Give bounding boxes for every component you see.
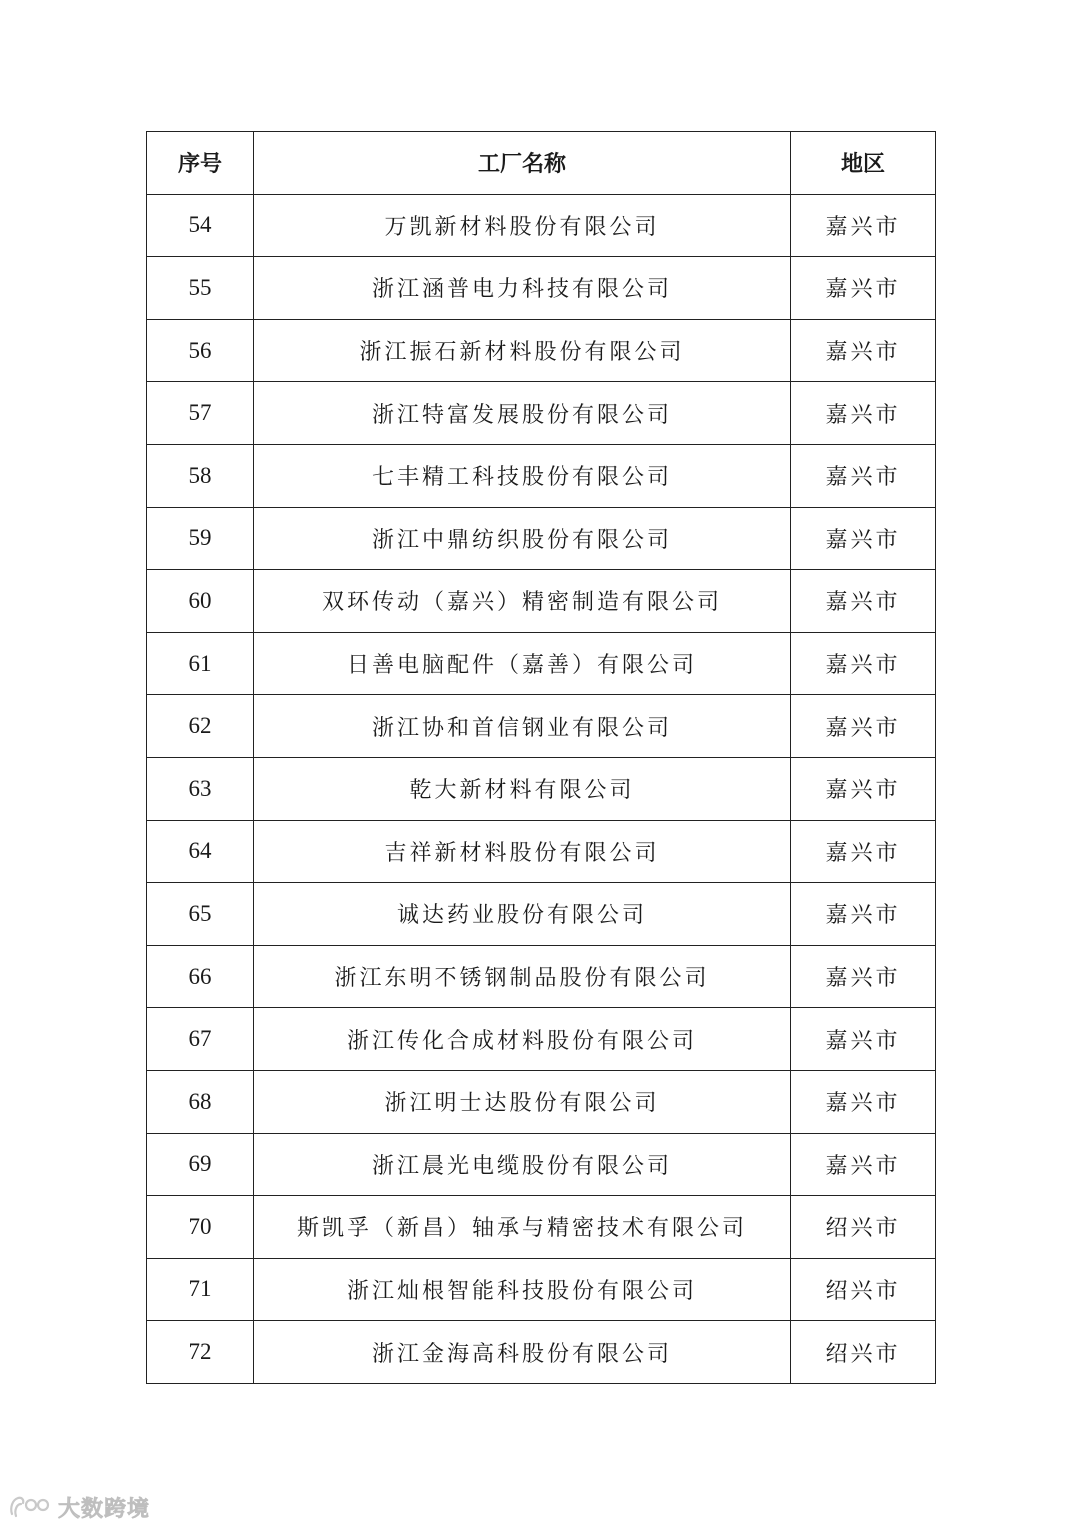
table-row [147, 632, 936, 695]
row-region: 嘉兴市 [791, 194, 936, 257]
row-factory-name: 双环传动（嘉兴）精密制造有限公司 [254, 570, 791, 633]
row-region: 绍兴市 [791, 1258, 936, 1321]
row-factory-name: 浙江振石新材料股份有限公司 [254, 319, 791, 382]
watermark [8, 1490, 150, 1524]
watermark-text: 大数跨境 [58, 1496, 151, 1522]
header-index: 序号 [147, 132, 254, 195]
row-region: 嘉兴市 [791, 1008, 936, 1071]
logo-icon [8, 1494, 52, 1520]
row-region: 嘉兴市 [791, 632, 936, 695]
table-row [147, 382, 936, 445]
row-index: 67 [147, 1008, 254, 1071]
row-index: 55 [147, 257, 254, 320]
row-region: 嘉兴市 [791, 1070, 936, 1133]
table-row [147, 319, 936, 382]
row-factory-name: 浙江特富发展股份有限公司 [254, 382, 791, 445]
row-factory-name: 浙江明士达股份有限公司 [254, 1070, 791, 1133]
row-index: 65 [147, 883, 254, 946]
header-name: 工厂名称 [254, 132, 791, 195]
row-index: 63 [147, 757, 254, 820]
row-factory-name: 浙江晨光电缆股份有限公司 [254, 1133, 791, 1196]
row-region: 嘉兴市 [791, 820, 936, 883]
table-row [147, 1008, 936, 1071]
table-row [147, 945, 936, 1008]
table-row [147, 757, 936, 820]
row-region: 嘉兴市 [791, 1133, 936, 1196]
table-row [147, 257, 936, 320]
row-index: 64 [147, 820, 254, 883]
row-factory-name: 七丰精工科技股份有限公司 [254, 444, 791, 507]
table-row [147, 444, 936, 507]
table-row [147, 883, 936, 946]
table-row [147, 1070, 936, 1133]
row-factory-name: 浙江传化合成材料股份有限公司 [254, 1008, 791, 1071]
row-index: 54 [147, 194, 254, 257]
row-factory-name: 诚达药业股份有限公司 [254, 883, 791, 946]
table-row [147, 1133, 936, 1196]
table-row [147, 1258, 936, 1321]
row-factory-name: 斯凯孚（新昌）轴承与精密技术有限公司 [254, 1196, 791, 1259]
row-index: 70 [147, 1196, 254, 1259]
table-row [147, 695, 936, 758]
table-row [147, 1321, 936, 1384]
row-factory-name: 浙江涵普电力科技有限公司 [254, 257, 791, 320]
row-region: 嘉兴市 [791, 757, 936, 820]
row-region: 嘉兴市 [791, 507, 936, 570]
row-factory-name: 浙江金海高科股份有限公司 [254, 1321, 791, 1384]
table-row [147, 820, 936, 883]
row-index: 71 [147, 1258, 254, 1321]
row-index: 59 [147, 507, 254, 570]
row-index: 61 [147, 632, 254, 695]
row-factory-name: 日善电脑配件（嘉善）有限公司 [254, 632, 791, 695]
row-region: 嘉兴市 [791, 444, 936, 507]
row-index: 57 [147, 382, 254, 445]
row-factory-name: 万凯新材料股份有限公司 [254, 194, 791, 257]
row-region: 绍兴市 [791, 1196, 936, 1259]
row-region: 嘉兴市 [791, 570, 936, 633]
header-region: 地区 [791, 132, 936, 195]
row-factory-name: 吉祥新材料股份有限公司 [254, 820, 791, 883]
table-row [147, 570, 936, 633]
row-factory-name: 浙江灿根智能科技股份有限公司 [254, 1258, 791, 1321]
row-index: 68 [147, 1070, 254, 1133]
row-region: 嘉兴市 [791, 883, 936, 946]
table-row [147, 194, 936, 257]
row-index: 56 [147, 319, 254, 382]
row-region: 嘉兴市 [791, 257, 936, 320]
row-index: 69 [147, 1133, 254, 1196]
row-index: 58 [147, 444, 254, 507]
row-index: 66 [147, 945, 254, 1008]
row-factory-name: 浙江协和首信钢业有限公司 [254, 695, 791, 758]
row-region: 嘉兴市 [791, 695, 936, 758]
row-region: 嘉兴市 [791, 382, 936, 445]
row-factory-name: 浙江中鼎纺织股份有限公司 [254, 507, 791, 570]
row-index: 72 [147, 1321, 254, 1384]
row-index: 60 [147, 570, 254, 633]
row-factory-name: 浙江东明不锈钢制品股份有限公司 [254, 945, 791, 1008]
row-region: 绍兴市 [791, 1321, 936, 1384]
factory-table [146, 131, 936, 1384]
row-region: 嘉兴市 [791, 319, 936, 382]
row-index: 62 [147, 695, 254, 758]
table-row [147, 507, 936, 570]
row-region: 嘉兴市 [791, 945, 936, 1008]
table-header-row [147, 132, 936, 195]
table-row [147, 1196, 936, 1259]
row-factory-name: 乾大新材料有限公司 [254, 757, 791, 820]
